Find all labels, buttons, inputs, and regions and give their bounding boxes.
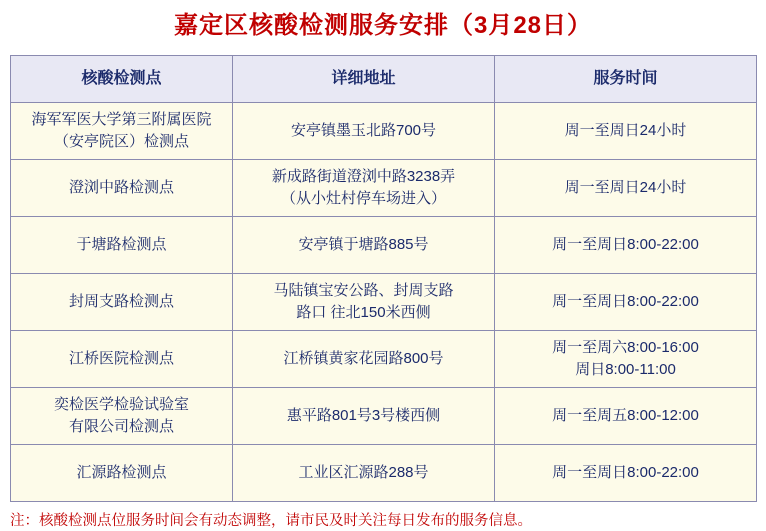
cell-address: 工业区汇源路288号 [233,444,495,501]
table-header-row [11,55,757,102]
table-row [11,387,757,444]
page-title: 嘉定区核酸检测服务安排（3月28日） [173,12,593,39]
testing-sites-table [10,55,757,502]
column-header-hours: 服务时间 [495,55,757,102]
cell-site: 汇源路检测点 [11,444,233,501]
table-body [11,102,757,501]
table-row [11,273,757,330]
cell-site: 海军军医大学第三附属医院 （安亭院区）检测点 [11,102,233,159]
cell-site: 奕检医学检验试验室 有限公司检测点 [11,387,233,444]
cell-hours: 周一至周五8:00-12:00 [495,387,757,444]
cell-hours: 周一至周日8:00-22:00 [495,216,757,273]
column-header-site: 核酸检测点 [11,55,233,102]
cell-site: 江桥医院检测点 [11,330,233,387]
cell-hours: 周一至周日8:00-22:00 [495,273,757,330]
cell-site: 澄浏中路检测点 [11,159,233,216]
table-row [11,159,757,216]
table-row [11,102,757,159]
cell-address: 安亭镇墨玉北路700号 [233,102,495,159]
table-row [11,444,757,501]
cell-address: 惠平路801号3号楼西侧 [233,387,495,444]
table-row [11,330,757,387]
cell-site: 封周支路检测点 [11,273,233,330]
column-header-address: 详细地址 [233,55,495,102]
cell-address: 江桥镇黄家花园路800号 [233,330,495,387]
cell-hours: 周一至周六8:00-16:00 周日8:00-11:00 [495,330,757,387]
cell-address: 新成路街道澄浏中路3238弄 （从小灶村停车场进入） [233,159,495,216]
table-row [11,216,757,273]
cell-hours: 周一至周日8:00-22:00 [495,444,757,501]
cell-site: 于塘路检测点 [11,216,233,273]
cell-hours: 周一至周日24小时 [495,159,757,216]
footnote: 注：核酸检测点位服务时间会有动态调整，请市民及时关注每日发布的服务信息。 [10,512,532,529]
cell-address: 马陆镇宝安公路、封周支路 路口 往北150米西侧 [233,273,495,330]
table-header [11,55,757,102]
cell-address: 安亭镇于塘路885号 [233,216,495,273]
cell-hours: 周一至周日24小时 [495,102,757,159]
